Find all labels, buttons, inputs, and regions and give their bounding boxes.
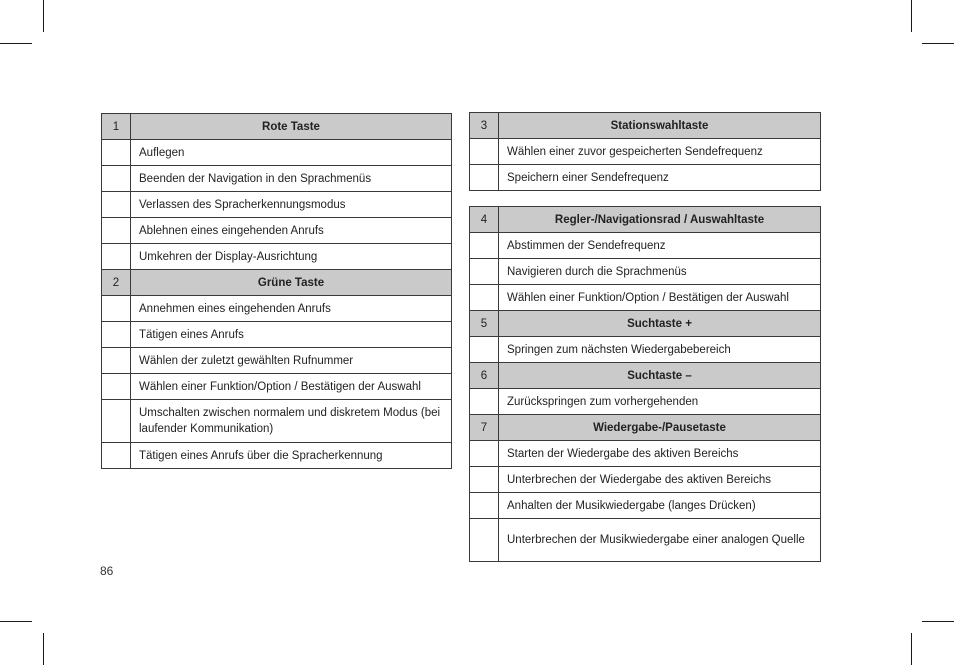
section-header-5 xyxy=(470,311,821,337)
crop-mark xyxy=(0,621,32,622)
section-number: 6 xyxy=(470,363,499,389)
section-number: 4 xyxy=(470,207,499,233)
function-text: Umschalten zwischen normalem und diskretem Modus (bei laufender Kommunikation) xyxy=(131,400,452,443)
crop-mark xyxy=(922,43,954,44)
table-row xyxy=(102,348,452,374)
page-number: 86 xyxy=(100,564,114,578)
section-number: 5 xyxy=(470,311,499,337)
table-row xyxy=(470,165,821,191)
function-text: Wählen der zuletzt gewählten Rufnummer xyxy=(131,348,452,374)
table-row xyxy=(102,244,452,270)
table-row xyxy=(470,285,821,311)
table-row xyxy=(102,443,452,469)
section-title: Wiedergabe-/Pausetaste xyxy=(499,415,821,441)
function-text: Speichern einer Sendefrequenz xyxy=(499,165,821,191)
section-number: 2 xyxy=(102,270,131,296)
function-text: Anhalten der Musikwiedergabe (langes Drücken) xyxy=(499,493,821,519)
table-row xyxy=(470,337,821,363)
function-text: Tätigen eines Anrufs über die Spracherkennung xyxy=(131,443,452,469)
function-text: Abstimmen der Sendefrequenz xyxy=(499,233,821,259)
function-text: Tätigen eines Anrufs xyxy=(131,322,452,348)
function-text: Starten der Wiedergabe des aktiven Bereichs xyxy=(499,441,821,467)
table-row xyxy=(102,192,452,218)
crop-mark xyxy=(911,633,912,665)
section-header-2 xyxy=(102,270,452,296)
function-text: Umkehren der Display-Ausrichtung xyxy=(131,244,452,270)
table-row xyxy=(470,441,821,467)
section-title: Suchtaste – xyxy=(499,363,821,389)
section-title: Grüne Taste xyxy=(131,270,452,296)
section-number: 1 xyxy=(102,114,131,140)
section-number: 7 xyxy=(470,415,499,441)
function-text: Wählen einer Funktion/Option / Bestätigen der Auswahl xyxy=(131,374,452,400)
crop-mark xyxy=(0,43,32,44)
section-header-7 xyxy=(470,415,821,441)
function-text: Ablehnen eines eingehenden Anrufs xyxy=(131,218,452,244)
function-text: Unterbrechen der Wiedergabe des aktiven Bereichs xyxy=(499,467,821,493)
crop-mark xyxy=(922,621,954,622)
function-text: Verlassen des Spracherkennungsmodus xyxy=(131,192,452,218)
table-row xyxy=(470,467,821,493)
table-row xyxy=(470,389,821,415)
section-header-1 xyxy=(102,114,452,140)
right-function-table-a xyxy=(469,112,821,191)
function-text: Wählen einer Funktion/Option / Bestätigen der Auswahl xyxy=(499,285,821,311)
section-header-4 xyxy=(470,207,821,233)
section-title: Stationswahltaste xyxy=(499,113,821,139)
section-header-6 xyxy=(470,363,821,389)
function-text: Springen zum nächsten Wiedergabebereich xyxy=(499,337,821,363)
table-row xyxy=(102,374,452,400)
function-text: Navigieren durch die Sprachmenüs xyxy=(499,259,821,285)
table-row xyxy=(102,400,452,443)
right-function-table-b xyxy=(469,206,821,562)
left-function-table xyxy=(101,113,452,469)
table-row xyxy=(102,296,452,322)
table-row xyxy=(102,166,452,192)
table-row xyxy=(470,493,821,519)
section-header-3 xyxy=(470,113,821,139)
crop-mark xyxy=(43,633,44,665)
function-text: Annehmen eines eingehenden Anrufs xyxy=(131,296,452,322)
function-text: Unterbrechen der Musikwiedergabe einer analogen Quelle xyxy=(499,519,821,562)
section-title: Rote Taste xyxy=(131,114,452,140)
crop-mark xyxy=(911,0,912,32)
table-row xyxy=(102,140,452,166)
table-row xyxy=(102,218,452,244)
table-row xyxy=(470,519,821,562)
section-title: Regler-/Navigationsrad / Auswahltaste xyxy=(499,207,821,233)
table-row xyxy=(470,139,821,165)
section-title: Suchtaste + xyxy=(499,311,821,337)
table-row xyxy=(470,259,821,285)
crop-mark xyxy=(43,0,44,32)
function-text: Wählen einer zuvor gespeicherten Sendefrequenz xyxy=(499,139,821,165)
table-row xyxy=(470,233,821,259)
function-text: Zurückspringen zum vorhergehenden xyxy=(499,389,821,415)
function-text: Auflegen xyxy=(131,140,452,166)
section-number: 3 xyxy=(470,113,499,139)
function-text: Beenden der Navigation in den Sprachmenüs xyxy=(131,166,452,192)
table-row xyxy=(102,322,452,348)
